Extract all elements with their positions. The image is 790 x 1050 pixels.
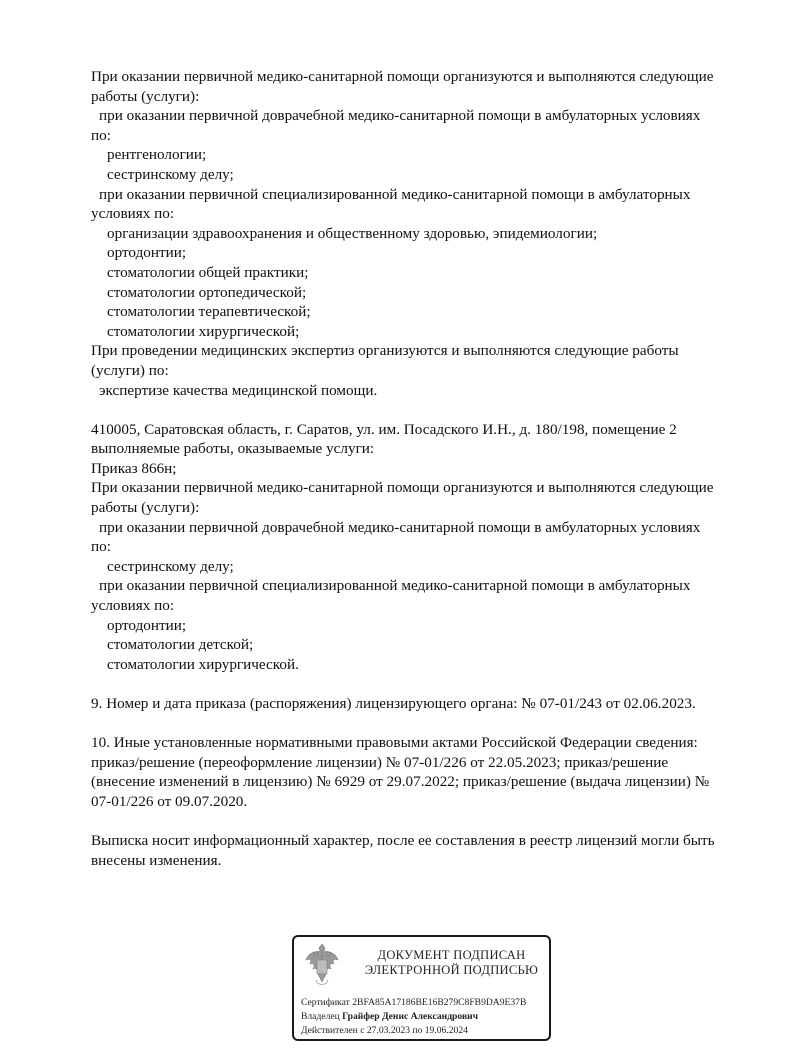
- text-line: При оказании первичной медико-санитарной помощи организуются и выполняются следующие: [91, 479, 714, 497]
- text-line: (услуги) по:: [91, 361, 169, 379]
- document-body: [91, 67, 751, 870]
- text-line: условиях по:: [91, 597, 175, 615]
- signature-title-line1: ДОКУМЕНТ ПОДПИСАН: [377, 948, 526, 962]
- text-line: стоматологии терапевтической;: [107, 303, 311, 321]
- signature-details: [301, 996, 526, 1038]
- certificate-label: Сертификат: [301, 997, 350, 1008]
- text-line: при оказании первичной специализированной медико-санитарной помощи в амбулаторных: [99, 185, 691, 203]
- text-line: по:: [91, 126, 111, 144]
- signature-title: [364, 948, 539, 978]
- blank-line: [91, 812, 751, 832]
- text-line: 9. Номер и дата приказа (распоряжения) лицензирующего органа: № 07-01/243 от 02.06.2023.: [91, 695, 696, 712]
- text-line: При проведении медицинских экспертиз организуются и выполняются следующие работы: [91, 342, 679, 360]
- blank-line: [91, 674, 751, 694]
- text-line: внесены изменения.: [91, 851, 222, 869]
- validity-row: Действителен с 27.03.2023 по 19.06.2024: [301, 1025, 468, 1036]
- text-line: сестринскому делу;: [107, 165, 234, 183]
- certificate-row: [301, 996, 526, 1010]
- text-line: экспертизе качества медицинской помощи.: [99, 381, 378, 399]
- text-line: организации здравоохранения и общественному здоровью, эпидемиологии;: [107, 224, 598, 242]
- text-line: рентгенологии;: [107, 146, 207, 164]
- text-line: 10. Иные установленные нормативными правовыми актами Российской Федерации сведения:: [91, 734, 698, 752]
- text-line: Приказ 866н;: [91, 459, 177, 477]
- text-line: условиях по:: [91, 205, 175, 223]
- owner-row: [301, 1010, 526, 1024]
- signature-title-line2: ЭЛЕКТРОННОЙ ПОДПИСЬЮ: [364, 963, 539, 977]
- text-line: стоматологии детской;: [107, 636, 254, 654]
- owner-value: Грайфер Денис Александрович: [342, 1011, 479, 1022]
- text-line: 410005, Саратовская область, г. Саратов, ул. им. Посадского И.Н., д. 180/198, помещение 2: [91, 420, 677, 438]
- text-line: приказ/решение (переоформление лицензии) № 07-01/226 от 22.05.2023; приказ/решение: [91, 753, 669, 771]
- text-line: выполняемые работы, оказываемые услуги:: [91, 440, 375, 458]
- text-line: ортодонтии;: [107, 244, 187, 262]
- certificate-value: 2BFA85A17186BE16B279C8FB9DA9E37B: [352, 997, 527, 1008]
- text-line: стоматологии общей практики;: [107, 263, 309, 281]
- text-line: при оказании первичной специализированной медико-санитарной помощи в амбулаторных: [99, 577, 691, 595]
- text-line: сестринскому делу;: [107, 557, 234, 575]
- text-line: работы (услуги):: [91, 499, 200, 517]
- text-line: работы (услуги):: [91, 87, 200, 105]
- blank-line: [91, 714, 751, 734]
- text-line: стоматологии хирургической;: [107, 322, 300, 340]
- electronic-signature-stamp: [292, 935, 551, 1041]
- text-line: по:: [91, 538, 111, 556]
- owner-label: Владелец: [301, 1011, 340, 1022]
- blank-line: [91, 400, 751, 420]
- text-line: (внесение изменений в лицензию) № 6929 от 29.07.2022; приказ/решение (выдача лицензии) №: [91, 773, 710, 791]
- coat-of-arms-icon: [302, 942, 342, 990]
- text-line: при оказании первичной доврачебной медико-санитарной помощи в амбулаторных условиях: [99, 518, 701, 536]
- text-line: При оказании первичной медико-санитарной помощи организуются и выполняются следующие: [91, 68, 714, 85]
- text-line: при оказании первичной доврачебной медико-санитарной помощи в амбулаторных условиях: [99, 107, 701, 125]
- text-line: ортодонтии;: [107, 616, 187, 634]
- text-line: стоматологии ортопедической;: [107, 283, 307, 301]
- text-line: 07-01/226 от 09.07.2020.: [91, 792, 248, 810]
- text-line: Выписка носит информационный характер, после ее составления в реестр лицензий могли быть: [91, 832, 715, 850]
- text-line: стоматологии хирургической.: [107, 655, 299, 673]
